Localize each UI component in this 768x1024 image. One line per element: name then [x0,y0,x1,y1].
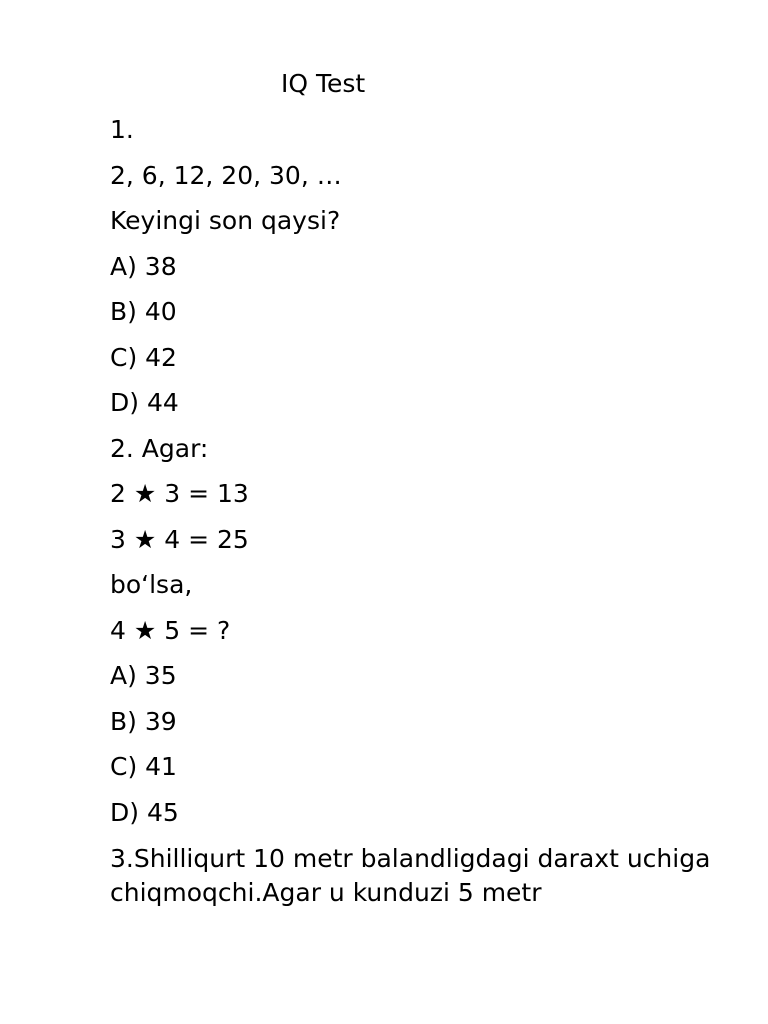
question-1-option-a: A) 38 [110,251,177,281]
question-3-text: 3.Shilliqurt 10 metr balandligdagi daraxt uchiga chiqmoqchi.Agar u kunduzi 5 metr [110,844,711,907]
question-1-option-b: B) 40 [110,297,177,326]
question-1-sequence: 2, 6, 12, 20, 30, … [110,160,342,190]
question-2-intro: 2. Agar: [110,433,209,463]
question-1-number: 1. [110,115,134,144]
question-1-prompt: Keyingi son qaysi? [110,206,341,235]
question-2-equation-2: 3 ★ 4 = 25 [110,524,249,554]
question-2-option-c: C) 41 [110,752,177,781]
question-2-option-a: A) 35 [110,661,177,690]
document-body [110,114,730,910]
question-2-condition: bo‘lsa, [110,570,193,599]
question-2-question: 4 ★ 5 = ? [110,615,231,645]
question-1-option-c: C) 42 [110,342,177,372]
page-title: IQ Test [281,69,366,98]
question-2-equation-1: 2 ★ 3 = 13 [110,479,249,508]
question-1-option-d: D) 44 [110,388,179,417]
question-2-option-d: D) 45 [110,797,179,827]
question-2-option-b: B) 39 [110,706,177,736]
